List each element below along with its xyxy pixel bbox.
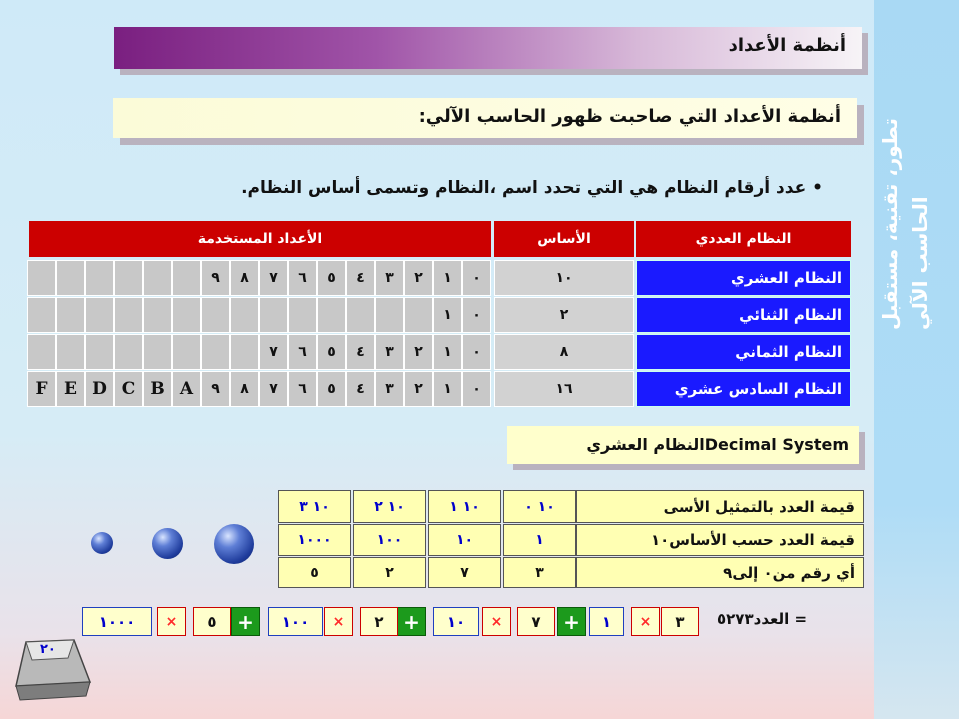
subtitle-text: أنظمة الأعداد التي صاحبت ظهور الحاسب الآلي: (418, 106, 841, 127)
system-base-cell: ١٦ (494, 371, 634, 407)
digit-cell: ٩ (201, 371, 230, 407)
digit-cell (85, 297, 114, 333)
place-row-label: قيمة العدد بالتمثيل الأسى (576, 490, 864, 523)
system-base-cell: ٨ (494, 334, 634, 370)
times-box: × (482, 607, 511, 636)
digit-cell: ١ (433, 297, 462, 333)
digit-cell: F (27, 371, 56, 407)
digit-cell (346, 297, 375, 333)
power-box: ١٠ (433, 607, 479, 636)
digit-cell: D (85, 371, 114, 407)
system-base-cell: ٢ (494, 297, 634, 333)
decimal-label-ar: النظام العشري (586, 435, 705, 454)
digit-cell (56, 260, 85, 296)
digit-cell (143, 260, 172, 296)
digit-cell (259, 297, 288, 333)
digit-box: ٣ (661, 607, 699, 636)
digit-cell (172, 260, 201, 296)
digit-cell: ٢ (404, 260, 433, 296)
sidebar-title (875, 30, 955, 330)
power-box: ١٠٠ (268, 607, 323, 636)
digit-cell (317, 297, 346, 333)
page-number: ٢٠ (40, 642, 56, 657)
digit-cell: ٢ (404, 371, 433, 407)
times-box: × (324, 607, 353, 636)
place-value-cell: ١ (503, 524, 576, 556)
digit-cell (27, 297, 56, 333)
place-row-label: أي رقم من٠ إلى٩ (576, 557, 864, 588)
digit-cell (201, 334, 230, 370)
place-value-cell: ١٠ ٣ (278, 490, 351, 523)
place-value-cell: ٢ (353, 557, 426, 588)
digit-cell (143, 297, 172, 333)
digit-cell (114, 260, 143, 296)
place-value-cell: ٧ (428, 557, 501, 588)
plus-box: + (557, 607, 586, 636)
digit-cell: ٨ (230, 260, 259, 296)
digit-cell: ٧ (259, 371, 288, 407)
digit-cell: ٠ (462, 371, 491, 407)
sidebar-line-2: الحاسب الآلي (908, 196, 932, 330)
digit-cell: ٥ (317, 371, 346, 407)
digit-cell: ٤ (346, 260, 375, 296)
place-value-cell: ٥ (278, 557, 351, 588)
digit-cell (172, 297, 201, 333)
digit-cell: ٢ (404, 334, 433, 370)
digit-cell (143, 334, 172, 370)
plus-box: + (231, 607, 260, 636)
digit-cell (375, 297, 404, 333)
sphere-large (214, 524, 254, 564)
digit-cell: ١ (433, 334, 462, 370)
times-box: × (157, 607, 186, 636)
digit-cell: ٨ (230, 371, 259, 407)
place-value-cell: ٣ (503, 557, 576, 588)
place-value-cell: ١٠٠ (353, 524, 426, 556)
header-digits: الأعداد المستخدمة (29, 221, 491, 257)
system-base-cell: ١٠ (494, 260, 634, 296)
digit-cell: ٣ (375, 260, 404, 296)
equation-label: العدد٥٢٧٣ = (717, 610, 808, 628)
system-name-cell: النظام العشري (636, 260, 851, 296)
digit-cell: B (143, 371, 172, 407)
place-value-cell: ١٠ ١ (428, 490, 501, 523)
page-title: أنظمة الأعداد (728, 35, 846, 56)
digit-cell: E (56, 371, 85, 407)
place-row-label: قيمة العدد حسب الأساس١٠ (576, 524, 864, 556)
digit-cell: ٦ (288, 334, 317, 370)
place-value-cell: ١٠ (428, 524, 501, 556)
digit-cell: ٥ (317, 334, 346, 370)
digit-cell (85, 260, 114, 296)
header-base: الأساس (494, 221, 634, 257)
decimal-label-en: Decimal System (704, 435, 849, 454)
power-box: ١٠٠٠ (82, 607, 152, 636)
digit-cell: C (114, 371, 143, 407)
title-bar (114, 27, 862, 69)
decimal-label (586, 435, 849, 454)
digit-cell: ٤ (346, 334, 375, 370)
plus-box: + (397, 607, 426, 636)
power-box: ١ (589, 607, 624, 636)
digit-cell (114, 297, 143, 333)
digit-box: ٢ (360, 607, 398, 636)
bullet-text: • عدد أرقام النظام هي التي تحدد اسم ،النظام وتسمى أساس النظام. (241, 178, 823, 198)
digit-cell (288, 297, 317, 333)
digit-cell (201, 297, 230, 333)
system-name-cell: النظام الثنائي (636, 297, 851, 333)
digit-cell: ٣ (375, 371, 404, 407)
decimal-label-bar (507, 426, 859, 464)
digit-cell: ٤ (346, 371, 375, 407)
sphere-small (91, 532, 113, 554)
system-name-cell: النظام السادس عشري (636, 371, 851, 407)
digit-cell: ١ (433, 371, 462, 407)
sidebar-line-1: تطور، تقنية، مستقبل (878, 118, 902, 330)
place-value-cell: ١٠ ٠ (503, 490, 576, 523)
digit-cell: ٦ (288, 371, 317, 407)
times-box: × (631, 607, 660, 636)
place-value-cell: ١٠٠٠ (278, 524, 351, 556)
header-system: النظام العددي (636, 221, 851, 257)
digit-cell (27, 334, 56, 370)
system-name-cell: النظام الثماني (636, 334, 851, 370)
digit-cell: ٠ (462, 334, 491, 370)
digit-cell: ٧ (259, 260, 288, 296)
digit-cell (172, 334, 201, 370)
digit-cell: ٩ (201, 260, 230, 296)
sidebar (874, 0, 959, 719)
digit-cell (230, 297, 259, 333)
digit-cell: ٣ (375, 334, 404, 370)
digit-cell: ٦ (288, 260, 317, 296)
subtitle-bar (113, 98, 857, 138)
digit-cell: ١ (433, 260, 462, 296)
digit-cell: A (172, 371, 201, 407)
digit-cell (56, 334, 85, 370)
place-value-cell: ١٠ ٢ (353, 490, 426, 523)
digit-cell (27, 260, 56, 296)
digit-cell: ٠ (462, 297, 491, 333)
digit-box: ٧ (517, 607, 555, 636)
digit-box: ٥ (193, 607, 231, 636)
digit-cell: ٠ (462, 260, 491, 296)
digit-cell (56, 297, 85, 333)
digit-cell (85, 334, 114, 370)
digit-cell: ٧ (259, 334, 288, 370)
digit-cell: ٥ (317, 260, 346, 296)
digit-cell (230, 334, 259, 370)
sphere-medium (152, 528, 183, 559)
digit-cell (404, 297, 433, 333)
digit-cell (114, 334, 143, 370)
